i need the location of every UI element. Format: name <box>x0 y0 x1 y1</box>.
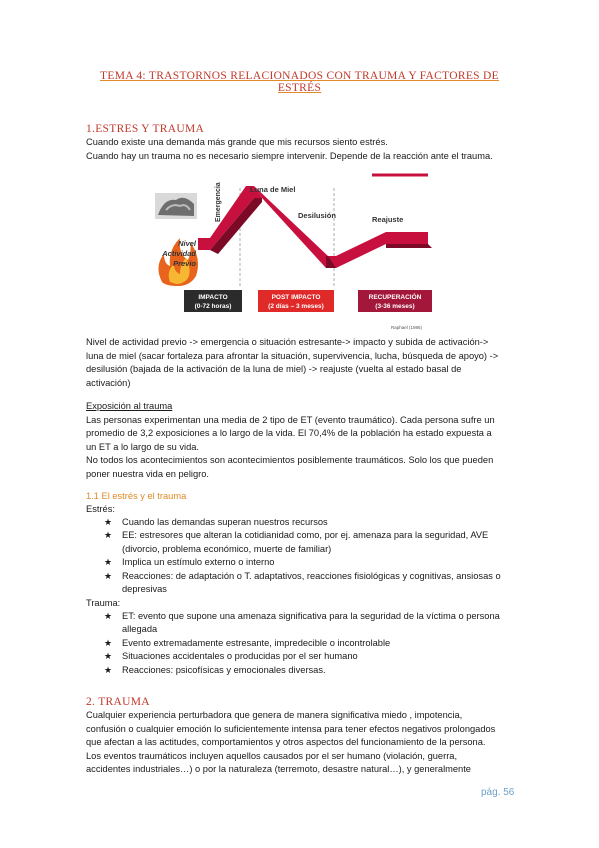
star-bullet-icon: ★ <box>104 530 113 541</box>
text-line: Nivel de actividad previo -> emergencia o situación estresante-> impacto y subida de activación-> <box>86 337 489 347</box>
section2-text <box>86 709 516 777</box>
svg-text:RECUPERACIÓN: RECUPERACIÓN <box>368 294 422 301</box>
svg-text:IMPACTO: IMPACTO <box>198 294 228 301</box>
trauma-list <box>104 610 524 677</box>
list-item: ★ Reacciones: de adaptación o T. adaptativos, reacciones fisiológicas y cognitivas, ansiosas o depresivas <box>104 570 501 595</box>
estres-list <box>104 516 524 596</box>
section-heading-estres-trauma: 1.ESTRES Y TRAUMA <box>86 123 205 135</box>
text-line: accidentes industriales…) o por la naturaleza (terremoto, desastre natural…), y generalmente <box>86 764 471 774</box>
list-item: ★ Reacciones: psicofísicas y emocionales diversas. <box>104 664 524 677</box>
page-title: TEMA 4: TRASTORNOS RELACIONADOS CON TRAUMA Y FACTORES DE ESTRÉS <box>100 70 499 94</box>
star-bullet-icon: ★ <box>104 517 113 527</box>
star-bullet-icon: ★ <box>104 664 113 675</box>
text-line: luna de miel (sacar fortaleza para afrontar la situación, supervivencia, lucha, búsqueda de apoyo) -> <box>86 350 499 361</box>
text-line: Los eventos traumáticos incluyen aquellos causados por el ser humano (violación, guerra, <box>86 750 458 761</box>
exposure-section <box>86 400 516 481</box>
star-bullet-icon: ★ <box>104 651 113 662</box>
subheading-exposicion: Exposición al trauma <box>86 401 173 411</box>
section-heading-trauma: 2. TRAUMA <box>86 696 150 708</box>
text-line: Cualquier experiencia perturbadora que genera de manera significativa miedo , impotencia, <box>86 710 463 720</box>
text-line: Cuando existe una demanda más grande que mis recursos siento estrés. <box>86 137 388 147</box>
text-line: confusión o cualquier emoción lo suficientemente intensa para tener efectos negativos prolongados <box>86 723 496 734</box>
y-label-nivel: Nivel <box>178 239 196 248</box>
text-line: Cuando hay un trauma no es necesario siempre intervenir. Depende de la reacción ante el trauma. <box>86 150 493 161</box>
label-reajuste: Reajuste <box>372 215 404 224</box>
y-label-actividad: Actividad <box>162 249 196 258</box>
stress-phases-figure <box>150 170 450 336</box>
star-bullet-icon: ★ <box>104 570 113 581</box>
trauma-label: Trauma: <box>86 598 121 608</box>
hands-photo <box>155 193 197 219</box>
text-line: que afectan a las actitudes, comportamientos y otros aspectos del funcionamiento de la persona. <box>86 737 486 747</box>
label-luna-de-miel: Luna de Miel <box>250 185 296 194</box>
subsection-heading-1-1: 1.1 El estrés y el trauma <box>86 491 187 501</box>
text-line: promedio de 3,2 exposiciones a lo largo de la vida. El 70,4% de la población ha estado expuesta a <box>86 428 492 438</box>
list-item: ★ Evento extremadamente estresante, impredecible o incontrolable <box>104 637 524 650</box>
svg-text:(2 días – 3 meses): (2 días – 3 meses) <box>268 303 324 310</box>
star-bullet-icon: ★ <box>104 637 113 648</box>
text-line: poner nuestra vida en peligro. <box>86 468 210 479</box>
paragraph-phases <box>86 336 516 390</box>
text-line: Las personas experimentan una media de 2 tipo de ET (evento traumático). Cada persona sufre un <box>86 414 495 425</box>
figure-credit: Raphael (1986) <box>390 325 422 330</box>
page-number: pág. 56 <box>481 787 515 798</box>
list-item: ★ EE: estresores que alteran la cotidianidad como, por ej. amenaza para la seguridad, AVE (divorcio, problema económico, muerte de familiar) <box>104 530 489 554</box>
list-item: ★ ET: evento que supone una amenaza significativa para la seguridad de la víctima o persona allegada <box>104 611 500 635</box>
y-label-previo: Previo <box>173 259 196 268</box>
star-bullet-icon: ★ <box>104 611 113 621</box>
phase-box-post-impacto <box>258 290 334 312</box>
star-bullet-icon: ★ <box>104 557 113 568</box>
list-item: ★ Cuando las demandas superan nuestros recursos <box>104 516 524 529</box>
phase-box-recuperacion <box>358 290 432 312</box>
text-line: un ET a lo largo de su vida. <box>86 441 200 452</box>
svg-text:(0-72 horas): (0-72 horas) <box>194 303 232 310</box>
text-line: activación) <box>86 377 131 388</box>
list-item: ★ Situaciones accidentales o producidas por el ser humano <box>104 650 524 663</box>
estres-label: Estrés: <box>86 504 115 514</box>
label-emergencia: Emergencia <box>215 182 222 222</box>
text-line: No todos los acontecimientos son acontecimientos posiblemente traumáticos. Solo los que pueden <box>86 455 494 465</box>
svg-text:POST IMPACTO: POST IMPACTO <box>271 294 321 301</box>
section1-text <box>86 136 516 163</box>
label-desilusion: Desilusión <box>298 211 336 220</box>
list-item: ★ Implica un estímulo externo o interno <box>104 556 524 569</box>
svg-text:(3-36 meses): (3-36 meses) <box>375 303 415 310</box>
phase-box-impacto <box>184 290 242 312</box>
text-line: desilusión (bajada de la activación de la luna de miel) -> reajuste (vuelta al estado basal de <box>86 364 462 374</box>
